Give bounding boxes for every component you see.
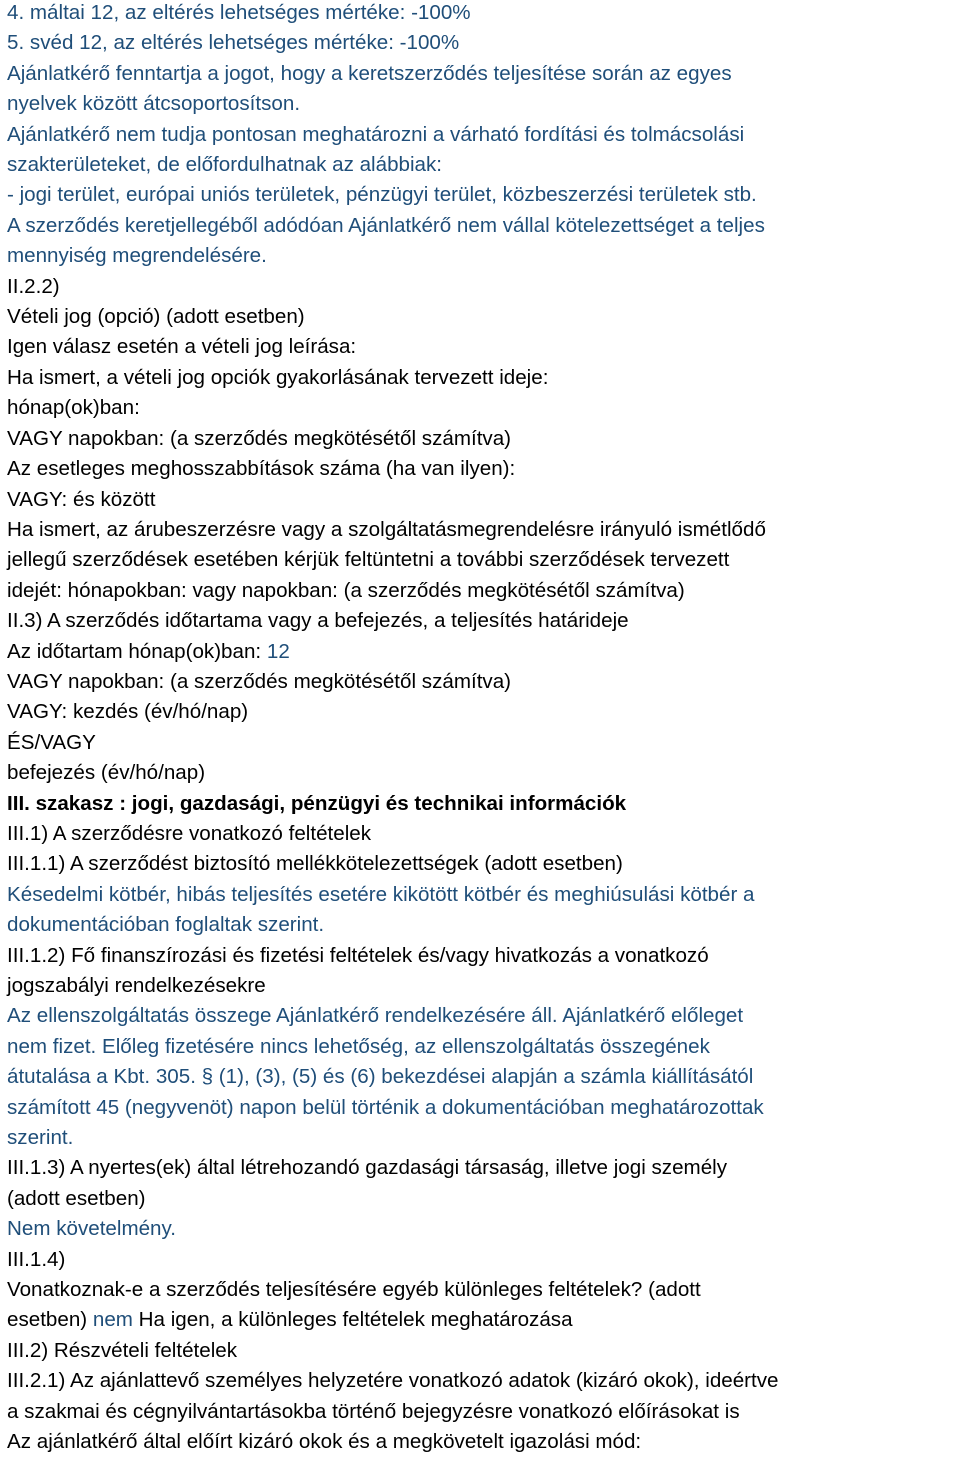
- text-run: Nem követelmény.: [7, 1217, 177, 1241]
- text-line: [7, 120, 957, 150]
- text-line: [7, 849, 957, 879]
- text-line: [7, 971, 957, 1001]
- text-run: szakterületeket, de előfordulhatnak az alábbiak:: [7, 153, 443, 177]
- text-line: [7, 789, 957, 819]
- text-run: jogszabályi rendelkezésekre: [7, 974, 266, 997]
- text-run: Ha ismert, a vételi jog opciók gyakorlásának tervezett ideje:: [7, 365, 549, 389]
- text-line: [7, 667, 957, 697]
- text-run: Igen válasz esetén a vételi jog leírása:: [7, 335, 357, 359]
- section-heading: III. szakasz : jogi, gazdasági, pénzügyi és technikai információk: [7, 791, 627, 815]
- text-line: [7, 1245, 957, 1275]
- text-line: [7, 515, 957, 545]
- text-line: [7, 1275, 957, 1305]
- text-run: a szakmai és cégnyilvántartásokba történő bejegyzésre vonatkozó előírásokat is: [7, 1399, 740, 1423]
- text-line: [7, 0, 957, 28]
- text-run: nyelvek között átcsoportosítson.: [7, 92, 301, 116]
- text-line: [7, 1427, 957, 1457]
- text-line: [7, 485, 957, 515]
- text-run: jellegű szerződések esetében kérjük feltüntetni a további szerződések tervezett: [7, 548, 730, 572]
- text-run: (adott esetben): [7, 1186, 146, 1210]
- text-run: III.2.1) Az ajánlattevő személyes helyzetére vonatkozó adatok (kizáró okok), ideértve: [7, 1369, 779, 1393]
- text-run: Ha igen, a különleges feltételek meghatározása: [132, 1308, 573, 1332]
- text-run: II.3) A szerződés időtartama vagy a befejezés, a teljesítés határideje: [7, 609, 629, 633]
- text-line: [7, 545, 957, 575]
- text-run: Az ellenszolgáltatás összege Ajánlatkérő rendelkezésére áll. Ajánlatkérő előleget: [7, 1004, 744, 1028]
- text-run: III.2) Részvételi feltételek: [7, 1338, 238, 1362]
- text-run: átutalása a Kbt. 305. § (1), (3), (5) és (6) bekezdései alapján a számla kiállításától: [7, 1065, 754, 1089]
- text-line: [7, 1214, 957, 1244]
- text-line: [7, 637, 957, 667]
- text-run: ÉS/VAGY: [7, 730, 96, 754]
- text-line: [7, 89, 957, 119]
- text-run: szerint.: [7, 1126, 74, 1150]
- text-run: 5. svéd 12, az eltérés lehetséges mértéke: -100%: [7, 31, 460, 55]
- text-line: [7, 819, 957, 849]
- text-line: [7, 1397, 957, 1427]
- text-run: VAGY: és között: [7, 487, 156, 511]
- text-line: [7, 1123, 957, 1153]
- text-run: 4. máltai 12, az eltérés lehetséges mértéke: -100%: [7, 1, 471, 24]
- text-run: Ha ismert, az árubeszerzésre vagy a szolgáltatásmegrendelésre irányuló ismétlődő: [7, 517, 766, 541]
- text-run: III.1) A szerződésre vonatkozó feltételek: [7, 821, 372, 845]
- text-run: A szerződés keretjellegéből adódóan Ajánlatkérő nem vállal kötelezettséget a teljes: [7, 213, 765, 237]
- text-run: III.1.3) A nyertes(ek) által létrehozandó gazdasági társaság, illetve jogi személy: [7, 1156, 728, 1180]
- text-line: [7, 1184, 957, 1214]
- text-run: Késedelmi kötbér, hibás teljesítés esetére kikötött kötbér és meghiúsulási kötbér a: [7, 882, 755, 906]
- text-line: [7, 1001, 957, 1031]
- text-run: számított 45 (negyvenöt) napon belül történik a dokumentációban meghatározottak: [7, 1095, 764, 1119]
- text-run: 12: [266, 639, 290, 663]
- text-run: Ajánlatkérő fenntartja a jogot, hogy a keretszerződés teljesítése során az egyes: [7, 61, 732, 85]
- text-run: VAGY: kezdés (év/hó/nap): [7, 700, 249, 724]
- text-line: [7, 59, 957, 89]
- text-run: VAGY napokban: (a szerződés megkötésétől számítva): [7, 669, 512, 693]
- text-line: [7, 910, 957, 940]
- text-line: [7, 758, 957, 788]
- text-line: [7, 211, 957, 241]
- text-line: [7, 332, 957, 362]
- text-run: nem fizet. Előleg fizetésére nincs lehetőség, az ellenszolgáltatás összegének: [7, 1034, 710, 1058]
- text-line: [7, 241, 957, 271]
- text-run: Az időtartam hónap(ok)ban:: [7, 639, 267, 663]
- text-run: idejét: hónapokban: vagy napokban: (a szerződés megkötésétől számítva): [7, 578, 685, 602]
- text-run: esetben): [7, 1308, 93, 1332]
- text-line: [7, 1062, 957, 1092]
- text-line: [7, 302, 957, 332]
- text-run: Vételi jog (opció) (adott esetben): [7, 305, 305, 329]
- text-run: Az ajánlatkérő által előírt kizáró okok és a megkövetelt igazolási mód:: [7, 1430, 642, 1454]
- text-line: [7, 576, 957, 606]
- text-run: III.1.4): [7, 1247, 66, 1271]
- text-line: [7, 880, 957, 910]
- text-run: VAGY napokban: (a szerződés megkötésétől számítva): [7, 426, 512, 450]
- text-line: [7, 363, 957, 393]
- text-run: III.1.1) A szerződést biztosító mellékkötelezettségek (adott esetben): [7, 852, 623, 876]
- text-line: [7, 941, 957, 971]
- text-run: hónap(ok)ban:: [7, 396, 140, 420]
- text-line: [7, 424, 957, 454]
- text-run: nem: [92, 1308, 133, 1332]
- text-line: [7, 1093, 957, 1123]
- text-line: [7, 180, 957, 210]
- document-body: [7, 0, 957, 1458]
- text-line: [7, 1305, 957, 1335]
- text-line: [7, 393, 957, 423]
- text-line: [7, 1336, 957, 1366]
- text-run: - jogi terület, európai uniós területek, pénzügyi terület, közbeszerzési területek stb.: [7, 183, 757, 207]
- text-line: [7, 150, 957, 180]
- text-run: Az esetleges meghosszabbítások száma (ha van ilyen):: [7, 457, 516, 481]
- text-line: [7, 1032, 957, 1062]
- text-run: II.2.2): [7, 274, 60, 298]
- text-run: befejezés (év/hó/nap): [7, 761, 206, 785]
- text-run: dokumentációban foglaltak szerint.: [7, 913, 325, 937]
- text-run: Ajánlatkérő nem tudja pontosan meghatározni a várható fordítási és tolmácsolási: [7, 122, 745, 146]
- text-run: Vonatkoznak-e a szerződés teljesítésére egyéb különleges feltételek? (adott: [7, 1278, 701, 1302]
- text-line: [7, 272, 957, 302]
- text-line: [7, 454, 957, 484]
- text-run: mennyiség megrendelésére.: [7, 244, 267, 268]
- text-line: [7, 606, 957, 636]
- text-line: [7, 697, 957, 727]
- text-line: [7, 1153, 957, 1183]
- text-line: [7, 728, 957, 758]
- text-line: [7, 1366, 957, 1396]
- text-run: III.1.2) Fő finanszírozási és fizetési feltételek és/vagy hivatkozás a vonatkozó: [7, 943, 709, 967]
- text-line: [7, 28, 957, 58]
